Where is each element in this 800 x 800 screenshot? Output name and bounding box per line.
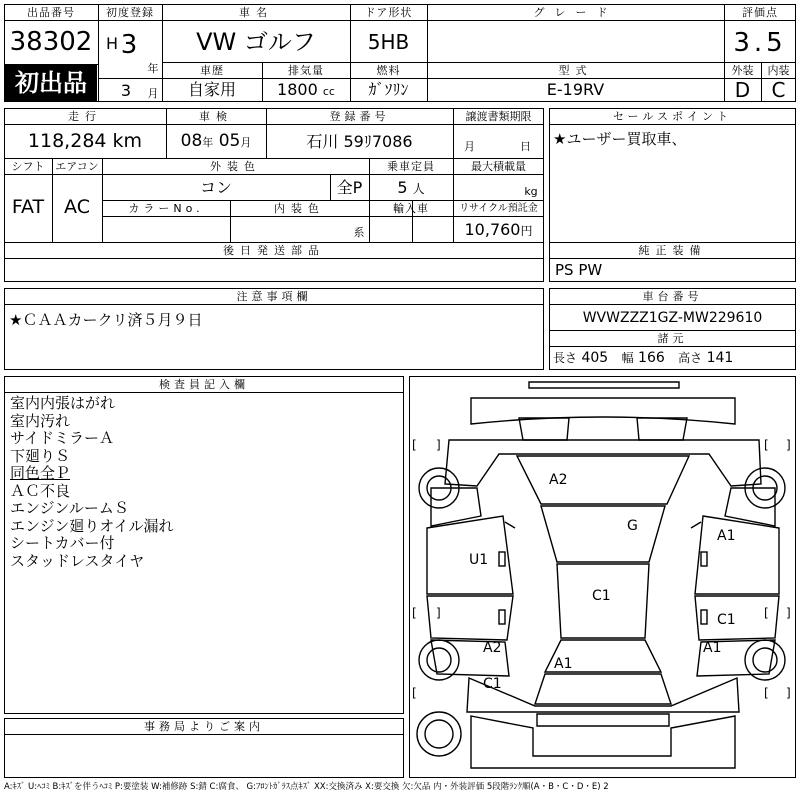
bracket-right-front-lower: ] (786, 438, 791, 452)
inspector-item: サイドミラーＡ (10, 429, 114, 447)
left-rear-wheel-inner (427, 648, 451, 672)
right-rear-handle (701, 610, 707, 624)
recycle-label: リサイクル預託金 (459, 203, 538, 214)
sales-point-label: セールスポイント (612, 110, 732, 123)
bracket-left-front-lower: ] (436, 438, 441, 452)
chassis-number: WVWZZZ1GZ-MW229610 (582, 310, 763, 326)
damage-mark-windshield: G (627, 518, 638, 534)
bracket-right-spare-close: ] (786, 686, 791, 700)
inspector-item: 室内汚れ (10, 411, 71, 430)
damage-mark-roof: C1 (592, 588, 611, 604)
inspection-label: 車検 (199, 110, 233, 123)
damage-mark-trunk: A1 (554, 656, 573, 672)
inspector-item: エンジンルームＳ (10, 499, 129, 517)
ac: AC (64, 196, 90, 218)
exterior-grade: D (734, 78, 751, 102)
ext-color-label: 外装色 (210, 160, 261, 173)
max-load-label: 最大積載量 (471, 160, 526, 173)
right-front-handle (701, 552, 707, 566)
genuine-equipment-label: 純正装備 (638, 244, 707, 257)
left-mirror (505, 522, 515, 528)
transfer-label: 譲渡書類期限 (465, 110, 532, 123)
year-unit: 年 (147, 62, 159, 75)
specs-label: 諸元 (657, 332, 688, 345)
damage-mark-left-front-door: U1 (469, 552, 489, 568)
fuel: ｶﾞｿﾘﾝ (368, 80, 409, 99)
damage-mark-right-rear-door: C1 (717, 612, 736, 628)
model: E-19RV (546, 80, 605, 99)
reg-no-label: 登録番号 (329, 110, 390, 123)
displacement: 1800 cc (277, 80, 335, 99)
rear-bumper-lower (537, 714, 669, 726)
era: H (105, 34, 119, 53)
left-rear-handle (499, 610, 505, 624)
color-no-label: カラーNo. (128, 202, 204, 215)
displacement-label: 排気量 (288, 64, 324, 77)
mileage: 118,284 km (27, 130, 143, 152)
bracket-right-front-upper: [ (764, 438, 769, 452)
rear-panel (471, 716, 735, 768)
chassis-label: 車台番号 (642, 290, 703, 303)
inspector-item: ＡＣ不良 (10, 481, 71, 500)
door-type-label: ドア形状 (364, 6, 413, 19)
first-reg-year: 3 (120, 30, 138, 60)
tailgate (535, 674, 671, 704)
model-label: 型式 (558, 64, 593, 77)
caution-text: ★ＣＡＡカークリ済５月９日 (9, 311, 203, 329)
front-body (445, 440, 761, 486)
score: 3.5 (733, 28, 787, 58)
interior-grade-label: 内装 (767, 64, 790, 77)
car-name: VW ゴルフ (196, 28, 316, 56)
bracket-left-rear-lower: ] (436, 606, 441, 620)
door-type: 5HB (367, 30, 410, 54)
capacity-label: 乗車定員 (387, 160, 435, 173)
reg-no: 石川 59ﾘ7086 (306, 132, 413, 151)
mileage-label: 走行 (68, 110, 102, 123)
first-reg-month: 3 (120, 81, 132, 100)
inspector-label: 検査員記入欄 (159, 378, 249, 391)
windshield (541, 506, 665, 562)
shift: FAT (11, 196, 45, 218)
interior-grade: C (771, 78, 786, 102)
bracket-left-rear-upper: [ (412, 606, 417, 620)
damage-mark-hood: A2 (549, 472, 568, 488)
damage-mark-right-rear-quarter: A1 (703, 640, 722, 656)
history-label: 車歴 (200, 64, 224, 77)
damage-mark-right-front-fender: A1 (717, 528, 736, 544)
inspector-list (10, 395, 400, 570)
first-listing-text: 初出品 (15, 69, 87, 97)
inspector-item: シートカバー付 (10, 534, 115, 552)
lot-number-label: 出品番号 (27, 6, 75, 19)
int-color-label: 内装色 (274, 202, 325, 215)
caution-label: 注意事項欄 (236, 290, 312, 303)
fuel-label: 燃料 (376, 64, 401, 77)
bracket-left-spare: [ (412, 686, 417, 700)
recycle-fee: 10,760円 (464, 220, 533, 239)
inspection-date: 08年 05月 (180, 131, 252, 151)
hood (517, 456, 689, 504)
grade-label: グレード (533, 6, 618, 19)
bracket-right-rear-lower: ] (786, 606, 791, 620)
left-headlight (519, 418, 569, 440)
damage-mark-left-rear-quarter: A2 (483, 640, 502, 656)
import-label: 輸入車 (393, 202, 429, 215)
shipping-parts-label: 後日発送部品 (223, 244, 325, 257)
bracket-right-spare: [ (764, 686, 769, 700)
office-label: 事務局よりご案内 (144, 720, 264, 733)
legend-text: A:ｷｽﾞ U:ﾍｺﾐ B:ｷｽﾞを伴うﾍｺﾐ P:要塗装 W:補修跡 S:錆 C:腐食、 G:ﾌﾛﾝﾄｶﾞﾗｽ点ｷｽﾞ XX:交換済み X:要交換 欠:欠品 内・外装評価 5段階ﾗﾝｸ順(A・B・C・D・E) 2 (4, 782, 609, 792)
bracket-left-front-upper: [ (412, 438, 417, 452)
lot-number: 38302 (9, 27, 93, 57)
damage-mark-rear-bumper: C1 (483, 676, 502, 692)
genuine-equipment: PS PW (555, 261, 603, 279)
exterior-grade-label: 外装 (731, 64, 754, 77)
left-front-handle (499, 552, 505, 566)
front-bumper (471, 398, 735, 424)
inspector-item: 同色全Ｐ (10, 464, 71, 482)
spare-wheel (417, 712, 461, 756)
month-unit: 月 (147, 87, 159, 100)
front-bumper-outline (529, 382, 679, 388)
right-rear-wheel-inner (753, 648, 777, 672)
score-label: 評価点 (742, 6, 778, 19)
spare-wheel-inner (425, 720, 453, 748)
car-diagram (409, 376, 796, 778)
right-headlight (637, 418, 687, 440)
int-color-unit: 系 (353, 226, 365, 239)
right-mirror (691, 522, 701, 528)
sales-point: ★ユーザー買取車、 (553, 130, 687, 148)
bracket-right-rear-upper: [ (764, 606, 769, 620)
transfer-day-unit: 日 (520, 140, 532, 153)
history: 自家用 (187, 80, 236, 99)
transfer-month-unit: 月 (464, 140, 476, 153)
inspector-item: 室内内張はがれ (10, 394, 116, 412)
rear-bumper (467, 678, 739, 712)
max-load-unit: kg (524, 185, 538, 198)
inspector-item: 下廻りＳ (10, 446, 71, 465)
capacity: 5 人 (397, 178, 425, 197)
shift-label: シフト (11, 160, 45, 173)
ac-label: エアコン (55, 160, 99, 173)
inspector-item: エンジン廻りオイル漏れ (10, 516, 174, 535)
inspector-item: スタッドレスタイヤ (10, 551, 145, 570)
zenp: 全P (336, 178, 363, 197)
first-reg-label: 初度登録 (106, 6, 154, 19)
car-name-label: 車名 (239, 6, 273, 19)
specs-row: 長さ 405 幅 166 高さ 141 (553, 350, 734, 366)
ext-color: コン (199, 178, 232, 197)
